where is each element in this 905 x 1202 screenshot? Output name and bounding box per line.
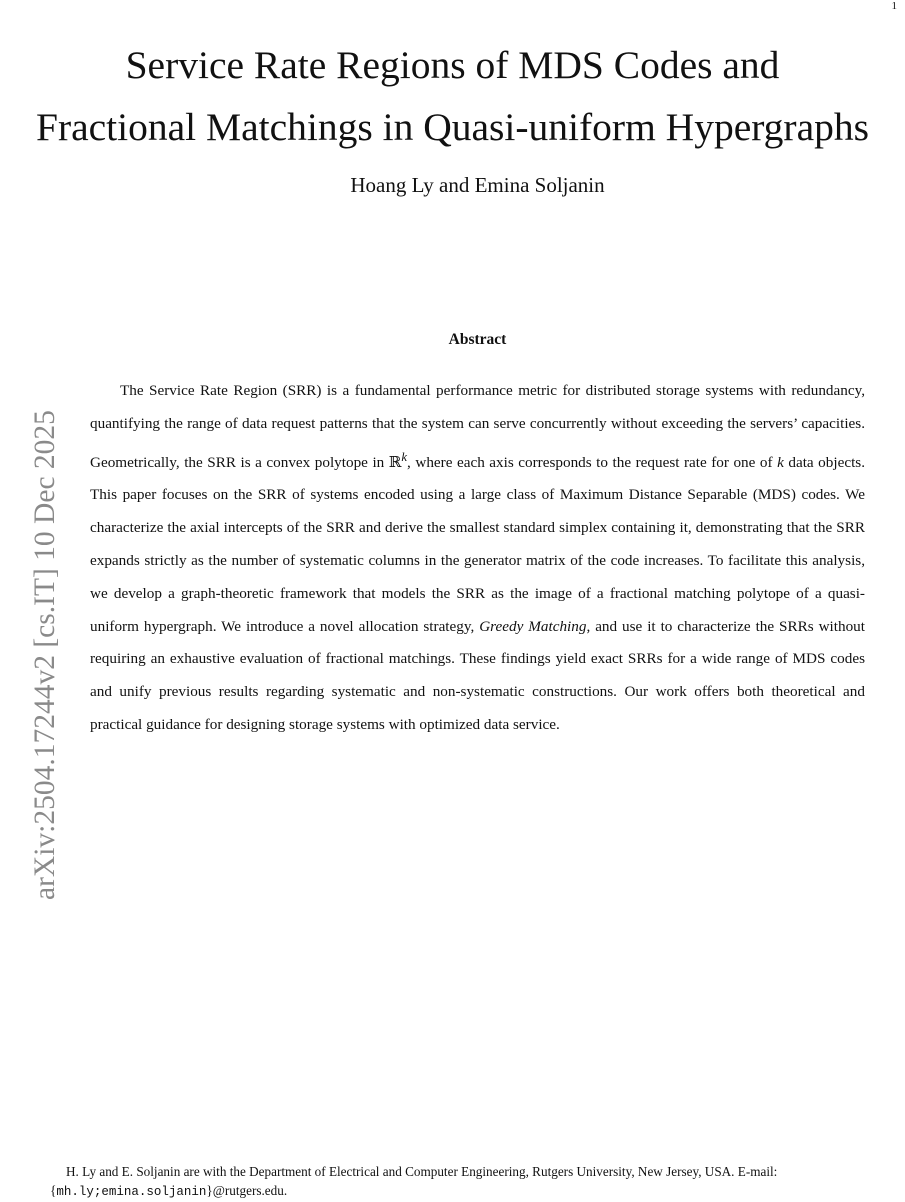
abstract-text-part-4: , and use it to characterize the SRRs without requiring an exhaustive evaluation of fractional matchings. These findings yield exact SRRs for a wide range of MDS codes and unify previous results regarding systematic and non-systematic constructions. Our work offers both theoretical and practical guidance for designing storage systems with optimized data service. xyxy=(90,617,865,734)
greedy-matching-term: Greedy Matching xyxy=(479,617,587,635)
arxiv-identifier-stamp xyxy=(0,330,61,900)
author-affiliation-footnote xyxy=(50,1162,905,1202)
abstract-heading: Abstract xyxy=(448,331,507,348)
arxiv-identifier-text: arXiv:2504.17244v2 [cs.IT] 10 Dec 2025 xyxy=(29,410,61,900)
paper-title-line-2: Fractional Matchings in Quasi-uniform Hypergraphs xyxy=(36,105,869,149)
abstract-text-part-2: , where each axis corresponds to the request rate for one of xyxy=(407,453,778,471)
real-numbers-symbol: ℝ xyxy=(388,452,402,471)
abstract-body xyxy=(90,375,865,742)
object-count-symbol: k xyxy=(777,453,784,471)
footnote-brace-close: } xyxy=(206,1183,213,1198)
abstract-text-part-3: data objects. This paper focuses on the SRR of systems encoded using a large class of Maximum Distance Separable (MDS) codes. We characterize the axial intercepts of the SRR and derive the smallest standard simplex containing it, demonstrating that the SRR expands strictly as the number of systematic columns in the generator matrix of the code increases. To facilitate this analysis, we develop a graph-theoretic framework that models the SRR as the image of a fractional matching polytope of a quasi-uniform hypergraph. We introduce a novel allocation strategy, xyxy=(90,453,865,635)
abstract-text-part-1: The Service Rate Region (SRR) is a fundamental performance metric for distributed storage systems with redundancy, quantifying the range of data request patterns that the system can serve concurrently without exceeding the servers’ capacities. Geometrically, the SRR is a convex polytope in xyxy=(90,382,865,471)
dimension-exponent: k xyxy=(401,449,408,464)
footnote-affiliation-line: H. Ly and E. Soljanin are with the Department of Electrical and Computer Engineering, Rutgers University, New Jersey, USA. E-mail: xyxy=(66,1164,778,1179)
footnote-email-domain: @rutgers.edu. xyxy=(212,1183,288,1198)
paper-title-line-1: Service Rate Regions of MDS Codes and xyxy=(125,43,780,87)
paper-title xyxy=(0,34,905,158)
footnote-brace-open: { xyxy=(50,1183,57,1198)
footnote-email-addresses: mh.ly;emina.soljanin xyxy=(56,1185,207,1199)
author-list: Hoang Ly and Emina Soljanin xyxy=(350,173,605,197)
page-number: 1 xyxy=(891,0,897,12)
